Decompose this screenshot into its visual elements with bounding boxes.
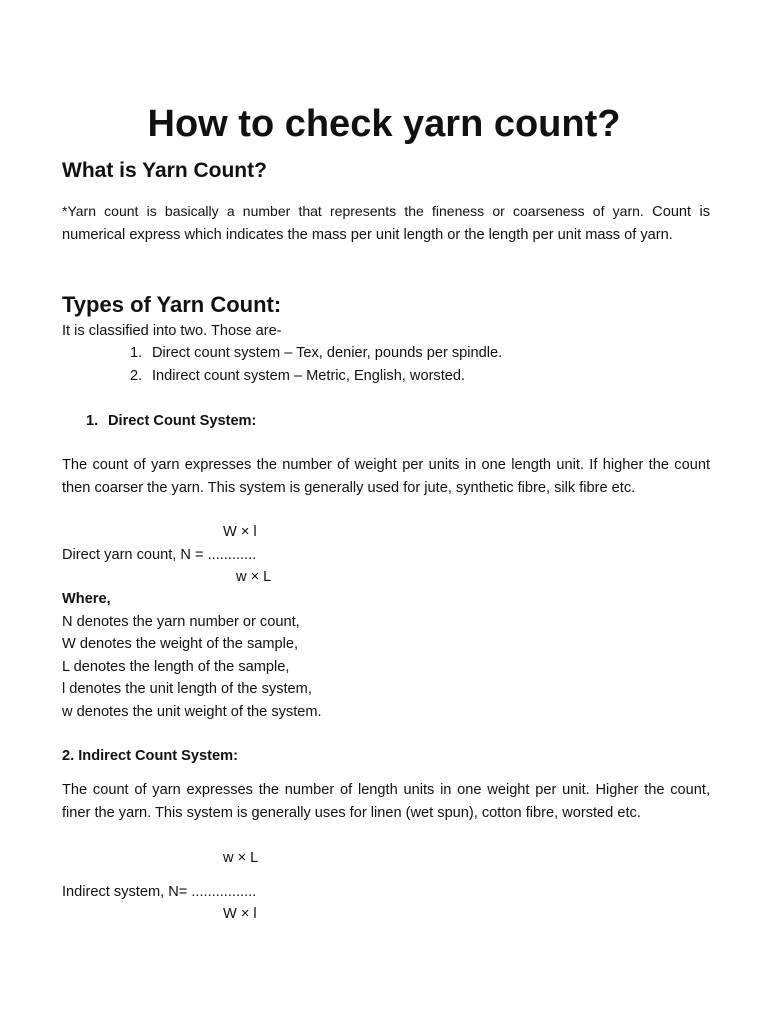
definition-lead-sentence: *Yarn count is basically a number that represents the fineness or coarseness of yarn. bbox=[62, 203, 644, 219]
definition-line: W denotes the weight of the sample, bbox=[62, 636, 299, 652]
direct-count-system-heading bbox=[86, 410, 256, 433]
heading-text: Direct Count System: bbox=[108, 413, 257, 429]
where-label: Where, bbox=[62, 591, 111, 607]
types-list-item bbox=[130, 342, 502, 365]
list-item-number: 1. bbox=[130, 345, 143, 361]
types-intro: It is classified into two. Those are- bbox=[62, 323, 282, 339]
heading-number: 1. bbox=[86, 413, 99, 429]
list-item-text: Direct count system – Tex, denier, pounds per spindle. bbox=[152, 345, 503, 361]
indirect-formula-numerator: w × L bbox=[223, 850, 259, 866]
indirect-formula-denominator: W × l bbox=[223, 906, 257, 922]
direct-count-paragraph: The count of yarn expresses the number of weight per units in one length unit. If higher the count then coarser the yarn. This system is generally used for jute, synthetic fibre, silk fibre etc. bbox=[62, 457, 710, 496]
definition-line: l denotes the unit length of the system, bbox=[62, 681, 312, 697]
page-title: How to check yarn count? bbox=[147, 103, 621, 145]
list-item-text: Indirect count system – Metric, English, worsted. bbox=[152, 368, 466, 384]
indirect-count-system-heading: 2. Indirect Count System: bbox=[62, 748, 238, 764]
definition-line: N denotes the yarn number or count, bbox=[62, 614, 300, 630]
definition-line: L denotes the length of the sample, bbox=[62, 659, 290, 675]
indirect-formula-label: Indirect system, N= ................ bbox=[62, 884, 257, 900]
direct-formula-denominator: w × L bbox=[236, 569, 272, 585]
definition-rest: Count is numerical express which indicates the mass per unit length or the length per unit mass of yarn. bbox=[62, 204, 711, 243]
list-item-number: 2. bbox=[130, 368, 143, 384]
definition-line: w denotes the unit weight of the system. bbox=[62, 704, 322, 720]
direct-formula-numerator: W × l bbox=[223, 524, 257, 540]
types-list-item bbox=[130, 365, 465, 388]
section-heading-types-of-yarn-count: Types of Yarn Count: bbox=[62, 292, 282, 317]
direct-formula-label: Direct yarn count, N = ............ bbox=[62, 547, 257, 563]
indirect-count-paragraph: The count of yarn expresses the number of length units in one weight per unit. Higher the count, finer the yarn. This system is generally uses for linen (wet spun), cotton fibre, worsted etc. bbox=[62, 782, 710, 821]
yarn-count-definition-paragraph bbox=[62, 200, 710, 246]
section-heading-what-is-yarn-count: What is Yarn Count? bbox=[62, 159, 267, 182]
